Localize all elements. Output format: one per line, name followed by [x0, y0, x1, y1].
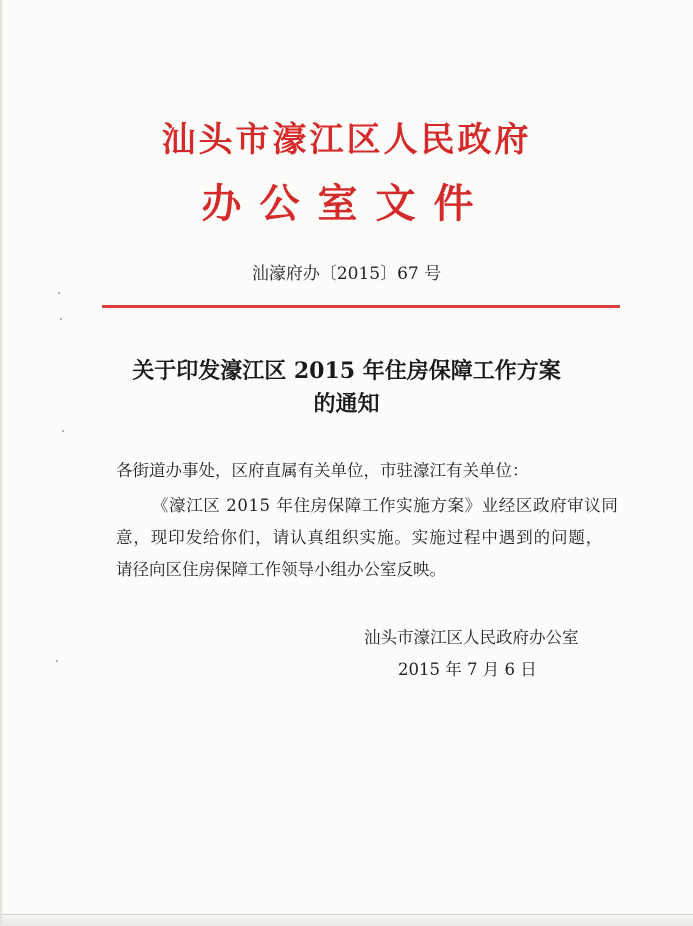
scan-edge-bottom — [0, 912, 693, 926]
scan-speck — [62, 430, 64, 432]
issuer-signature: 汕头市濠江区人民政府办公室 — [364, 628, 579, 647]
notice-title-line-1: 关于印发濠江区 2015 年住房保障工作方案 — [132, 358, 561, 384]
body-paragraph-line-3: 请径向区住房保障工作领导小组办公室反映。 — [116, 560, 446, 579]
addressee-line: 各街道办事处，区府直属有关单位，市驻濠江有关单位： — [116, 461, 529, 480]
issue-date: 2015 年 7 月 6 日 — [398, 660, 537, 679]
scan-speck — [58, 292, 60, 294]
issuing-organization-header: 汕头市濠江区人民政府 — [161, 120, 532, 160]
scan-speck — [60, 318, 62, 320]
body-paragraph-line-1: 《濠江区 2015 年住房保障工作实施方案》业经区政府审议同 — [152, 496, 619, 515]
notice-title-line-2: 的通知 — [313, 391, 380, 417]
red-separator-rule — [102, 305, 620, 308]
document-number: 汕濠府办〔2015〕67 号 — [251, 264, 442, 284]
scan-speck — [56, 660, 58, 662]
body-paragraph-line-2: 意，现印发给你们，请认真组织实施。实施过程中遇到的问题， — [116, 528, 604, 547]
document-type-header: 办公室文件 — [201, 180, 492, 227]
